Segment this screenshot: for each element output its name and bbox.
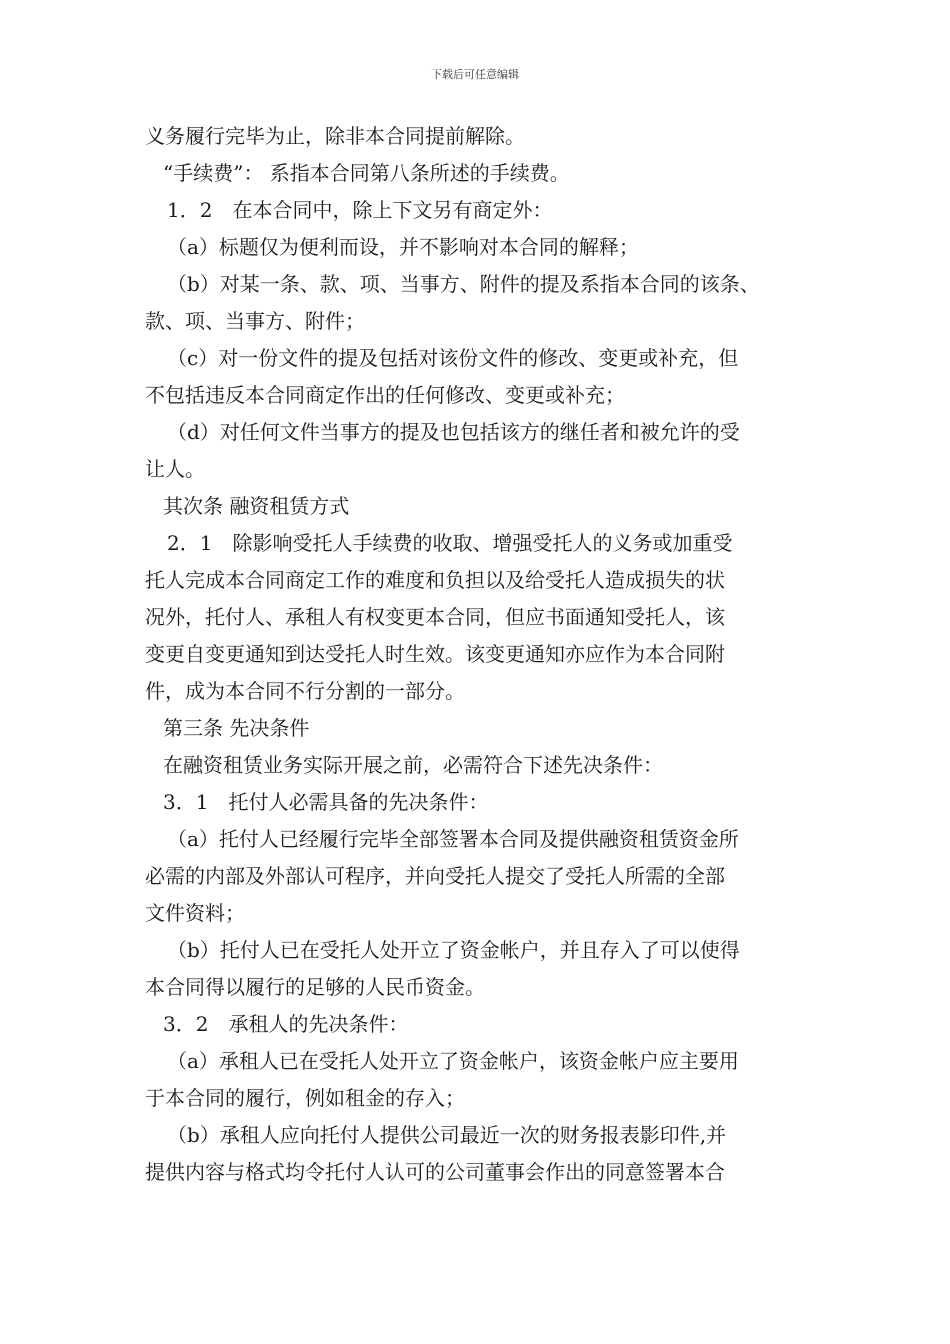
list-item-a: （a）承租人已在受托人处开立了资金帐户，该资金帐户应主要用 [167,1049,739,1073]
text-line: 于本合同的履行，例如租金的存入； [145,1086,465,1110]
article-title: 其次条 融资租赁方式 [163,494,350,518]
document-body [145,118,825,1191]
clause-heading: 3．1 托付人必需具备的先决条件： [163,790,489,814]
list-item-a: （a）托付人已经履行完毕全部签署本合同及提供融资租赁资金所 [167,827,739,851]
list-item-a: （a）标题仅为便利而设，并不影响对本合同的解释； [167,235,639,259]
text-line: 必需的内部及外部认可程序，并向受托人提交了受托人所需的全部 [145,864,725,888]
page-header: 下载后可任意编辑 [431,68,519,81]
list-item-b: （b）承租人应向托付人提供公司最近一次的财务报表影印件,并 [167,1123,727,1147]
list-item-b: （b）托付人已在受托人处开立了资金帐户，并且存入了可以使得 [167,938,740,962]
text-line: 托人完成本合同商定工作的难度和负担以及给受托人造成损失的状 [145,568,725,592]
text-line: 款、项、当事方、附件； [145,309,365,333]
clause-heading: 1．2 在本合同中，除上下文另有商定外： [167,198,553,222]
text-line: 文件资料； [145,901,245,925]
text-line: 在融资租赁业务实际开展之前，必需符合下述先决条件： [163,753,663,777]
list-item-d: （d）对任何文件当事方的提及也包括该方的继任者和被允许的受 [167,420,740,444]
text-line: 本合同得以履行的足够的人民币资金。 [145,975,485,999]
list-item-c: （c）对一份文件的提及包括对该份文件的修改、变更或补充，但 [167,346,739,370]
text-line: 变更自变更通知到达受托人时生效。该变更通知亦应作为本合同附 [145,642,725,666]
article-title: 第三条 先决条件 [163,716,310,740]
text-line: 让人。 [145,457,205,481]
text-line: 件，成为本合同不行分割的一部分。 [145,679,465,703]
text-line: 提供内容与格式均令托付人认可的公司董事会作出的同意签署本合 [145,1160,725,1184]
text-line: 义务履行完毕为止，除非本合同提前解除。 [145,124,525,148]
text-line: 不包括违反本合同商定作出的任何修改、变更或补充； [145,383,625,407]
clause-heading: 3．2 承租人的先决条件： [163,1012,409,1036]
clause-heading: 2．1 除影响受托人手续费的收取、增强受托人的义务或加重受 [167,531,733,555]
list-item-b: （b）对某一条、款、项、当事方、附件的提及系指本合同的该条、 [167,272,760,296]
text-line: 况外，托付人、承租人有权变更本合同，但应书面通知受托人，该 [145,605,725,629]
definition-line: “手续费”： 系指本合同第八条所述的手续费。 [163,161,570,185]
